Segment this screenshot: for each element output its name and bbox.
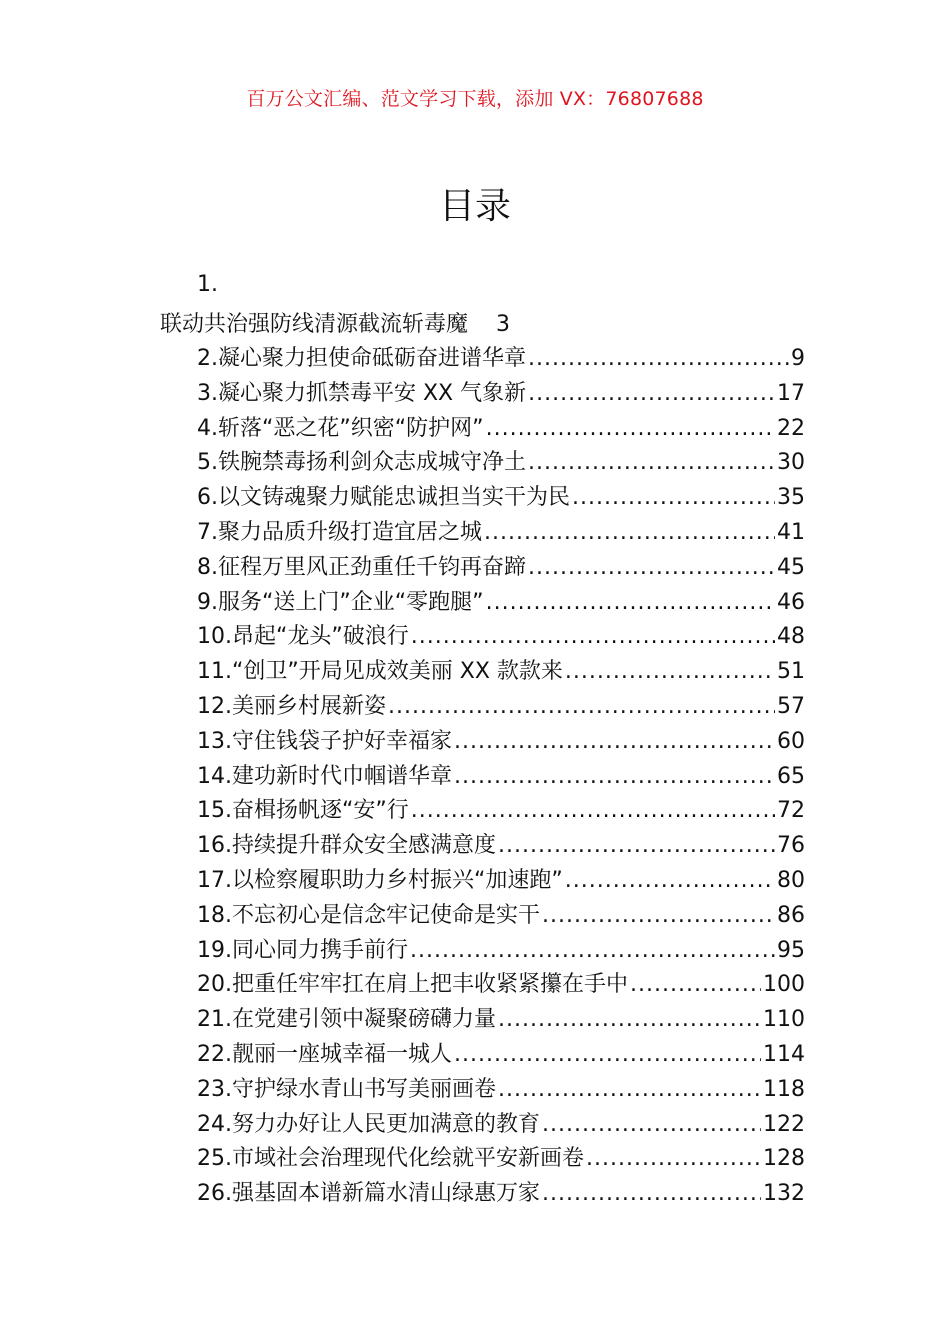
toc-entry-page: 118 bbox=[763, 1076, 805, 1102]
toc-entry-page: 22 bbox=[777, 415, 805, 441]
toc-entry[interactable] bbox=[197, 1038, 805, 1073]
toc-entry[interactable] bbox=[197, 794, 805, 829]
dot-leader bbox=[565, 864, 775, 899]
dot-leader bbox=[528, 551, 775, 586]
toc-entry-title: 19.同心同力携手前行 bbox=[197, 937, 408, 963]
toc-entry-page: 9 bbox=[791, 346, 805, 371]
toc-entry-title: 21.在党建引领中凝聚磅礴力量 bbox=[197, 1007, 496, 1033]
toc-entry-page: 110 bbox=[763, 1007, 805, 1033]
toc-entry-title: 5.铁腕禁毒扬利剑众志成城守净土 bbox=[197, 450, 526, 476]
toc-entry-page: 48 bbox=[777, 624, 805, 650]
toc-entry[interactable] bbox=[197, 829, 805, 864]
dot-leader bbox=[542, 899, 775, 934]
dot-leader bbox=[498, 1073, 761, 1108]
toc-entry-title: 6.以文铸魂聚力赋能忠诚担当实干为民 bbox=[197, 485, 570, 511]
toc-entry-title: 14.建功新时代巾帼谱华章 bbox=[197, 763, 452, 789]
watermark-header-note: 百万公文汇编、范文学习下载，添加 VX：76807688 bbox=[246, 88, 704, 110]
toc-entry[interactable] bbox=[197, 864, 805, 899]
toc-entry[interactable] bbox=[197, 551, 805, 586]
dot-leader bbox=[486, 586, 775, 621]
toc-entry-page: 100 bbox=[763, 972, 805, 998]
toc-first-entry-page: 3 bbox=[496, 312, 511, 337]
toc-entry-title: 17.以检察履职助力乡村振兴“加速跑” bbox=[197, 867, 563, 893]
toc-entry-title: 18.不忘初心是信念牢记使命是实干 bbox=[197, 902, 540, 928]
dot-leader bbox=[388, 690, 775, 725]
toc-entry-title: 2.凝心聚力担使命砥砺奋进谱华章 bbox=[197, 346, 526, 371]
toc-entry-title: 13.守住钱袋子护好幸福家 bbox=[197, 728, 452, 754]
toc-entry-page: 72 bbox=[777, 798, 805, 824]
toc-entry[interactable] bbox=[197, 446, 805, 481]
toc-entry-page: 80 bbox=[777, 867, 805, 893]
dot-leader bbox=[454, 725, 775, 760]
toc-entry[interactable] bbox=[197, 1142, 805, 1177]
toc-entry-title: 3.凝心聚力抓禁毒平安 XX 气象新 bbox=[197, 380, 527, 406]
dot-leader bbox=[484, 516, 775, 551]
dot-leader bbox=[454, 760, 775, 795]
dot-leader bbox=[498, 829, 775, 864]
toc-entry-title: 20.把重任牢牢扛在肩上把丰收紧紧攥在手中 bbox=[197, 972, 628, 998]
dot-leader bbox=[411, 620, 775, 655]
toc-entry-page: 128 bbox=[763, 1146, 805, 1172]
toc-entry-title: 16.持续提升群众安全感满意度 bbox=[197, 833, 496, 859]
dot-leader bbox=[586, 1142, 761, 1177]
toc-entry-title: 26.强基固本谱新篇水清山绿惠万家 bbox=[197, 1181, 540, 1207]
toc-entry[interactable] bbox=[197, 377, 805, 412]
toc-entry-title: 8.征程万里风正劲重任千钧再奋蹄 bbox=[197, 554, 526, 580]
table-of-contents bbox=[197, 342, 805, 1212]
dot-leader bbox=[565, 655, 775, 690]
toc-entry-page: 76 bbox=[777, 833, 805, 859]
dot-leader bbox=[410, 934, 775, 969]
toc-entry-page: 60 bbox=[777, 728, 805, 754]
toc-entry[interactable] bbox=[197, 342, 805, 377]
toc-entry-page: 46 bbox=[777, 589, 805, 615]
toc-entry[interactable] bbox=[197, 1177, 805, 1212]
toc-entry[interactable] bbox=[197, 725, 805, 760]
toc-entry-page: 17 bbox=[777, 380, 805, 406]
toc-entry-title: 4.斩落“恶之花”织密“防护网” bbox=[197, 415, 484, 441]
dot-leader bbox=[528, 377, 775, 412]
toc-entry-page: 57 bbox=[777, 693, 805, 719]
toc-entry-title: 9.服务“送上门”企业“零跑腿” bbox=[197, 589, 484, 615]
page-title: 目录 bbox=[438, 186, 511, 227]
dot-leader bbox=[498, 1003, 761, 1038]
toc-first-entry[interactable] bbox=[160, 307, 510, 338]
toc-entry-title: 23.守护绿水青山书写美丽画卷 bbox=[197, 1076, 496, 1102]
dot-leader bbox=[542, 1177, 761, 1212]
toc-first-entry-title: 联动共治强防线清源截流斩毒魔 bbox=[160, 312, 469, 337]
toc-entry-page: 30 bbox=[777, 450, 805, 476]
toc-entry[interactable] bbox=[197, 934, 805, 969]
toc-entry[interactable] bbox=[197, 968, 805, 1003]
toc-entry[interactable] bbox=[197, 1003, 805, 1038]
dot-leader bbox=[572, 481, 775, 516]
toc-entry[interactable] bbox=[197, 1073, 805, 1108]
toc-entry-page: 65 bbox=[777, 763, 805, 789]
dot-leader bbox=[454, 1038, 761, 1073]
dot-leader bbox=[486, 412, 775, 447]
dot-leader bbox=[528, 342, 789, 377]
toc-entry-title: 24.努力办好让人民更加满意的教育 bbox=[197, 1111, 540, 1137]
toc-first-entry-number: 1. bbox=[197, 272, 218, 297]
toc-entry-title: 22.靓丽一座城幸福一城人 bbox=[197, 1041, 452, 1067]
toc-entry-page: 114 bbox=[763, 1041, 805, 1067]
toc-entry-page: 95 bbox=[777, 937, 805, 963]
dot-leader bbox=[411, 794, 775, 829]
toc-entry[interactable] bbox=[197, 1108, 805, 1143]
toc-entry-title: 15.奋楫扬帆逐“安”行 bbox=[197, 798, 409, 824]
toc-entry-page: 45 bbox=[777, 554, 805, 580]
toc-entry-title: 12.美丽乡村展新姿 bbox=[197, 693, 386, 719]
toc-entry-title: 10.昂起“龙头”破浪行 bbox=[197, 624, 409, 650]
dot-leader bbox=[542, 1108, 761, 1143]
toc-entry[interactable] bbox=[197, 620, 805, 655]
dot-leader bbox=[528, 446, 775, 481]
toc-entry-page: 122 bbox=[763, 1111, 805, 1137]
toc-entry[interactable] bbox=[197, 899, 805, 934]
toc-entry[interactable] bbox=[197, 481, 805, 516]
toc-entry-page: 51 bbox=[777, 659, 805, 685]
toc-entry-title: 11.“创卫”开局见成效美丽 XX 款款来 bbox=[197, 659, 563, 685]
toc-entry-title: 7.聚力品质升级打造宜居之城 bbox=[197, 519, 482, 545]
toc-entry[interactable] bbox=[197, 412, 805, 447]
toc-entry[interactable] bbox=[197, 655, 805, 690]
toc-entry[interactable] bbox=[197, 760, 805, 795]
toc-entry-page: 41 bbox=[777, 519, 805, 545]
toc-entry[interactable] bbox=[197, 516, 805, 551]
toc-entry-page: 132 bbox=[763, 1181, 805, 1207]
toc-entry[interactable] bbox=[197, 586, 805, 621]
toc-entry[interactable] bbox=[197, 690, 805, 725]
toc-entry-page: 86 bbox=[777, 902, 805, 928]
toc-entry-title: 25.市域社会治理现代化绘就平安新画卷 bbox=[197, 1146, 584, 1172]
dot-leader bbox=[630, 968, 761, 1003]
toc-entry-page: 35 bbox=[777, 485, 805, 511]
